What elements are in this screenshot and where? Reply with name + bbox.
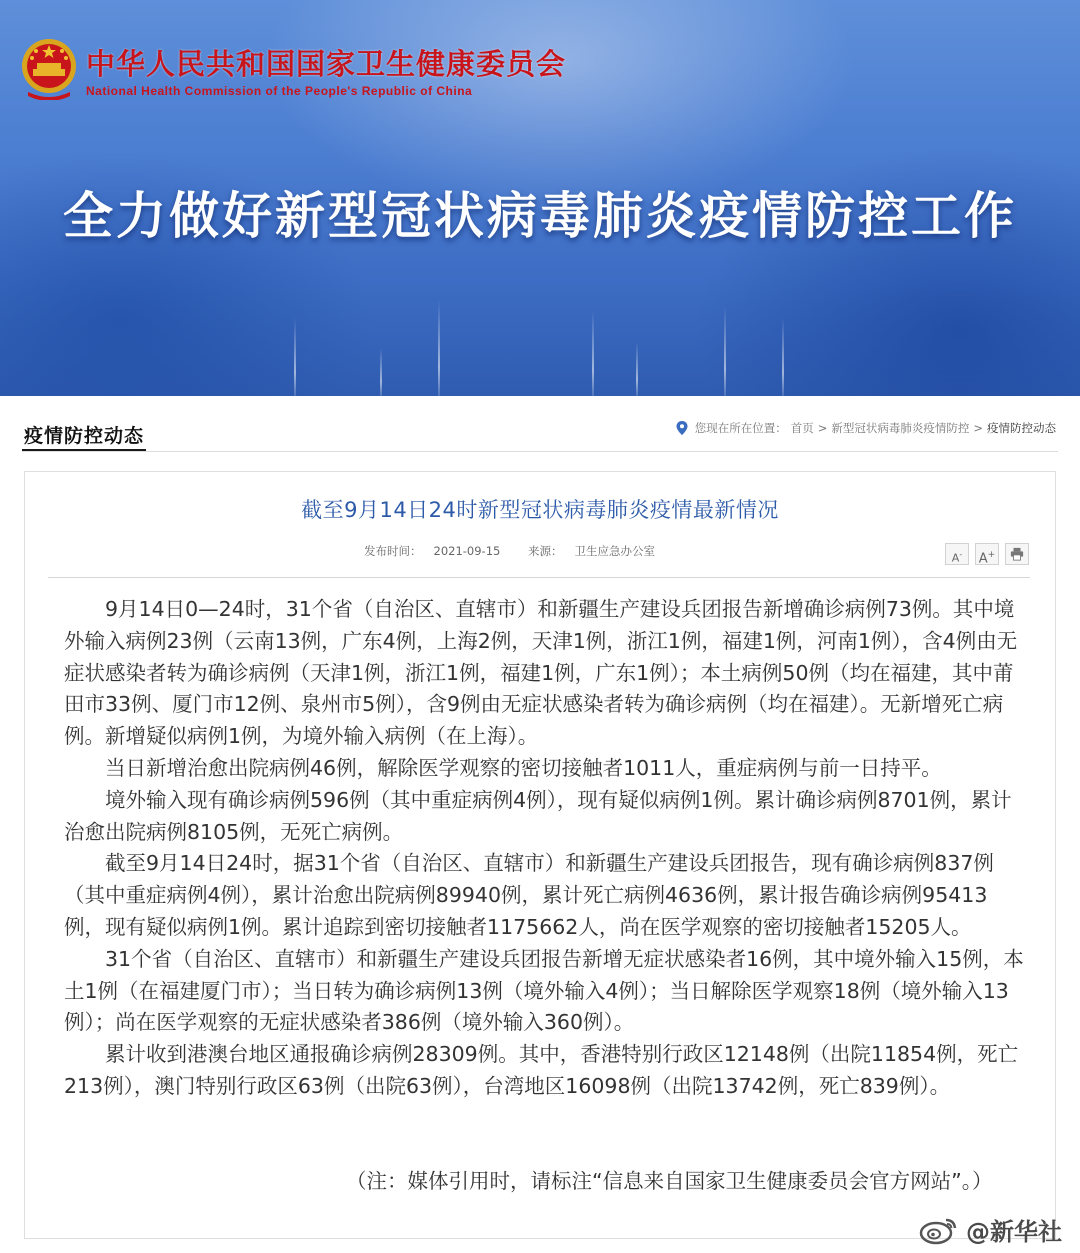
meta-divider xyxy=(48,577,1030,578)
section-divider xyxy=(22,451,1058,452)
article-title: 截至9月14日24时新型冠状病毒肺炎疫情最新情况 xyxy=(301,498,779,522)
source-value: 卫生应急办公室 xyxy=(574,544,655,558)
weibo-icon xyxy=(918,1214,960,1246)
breadcrumb-epidemic-control[interactable]: 新型冠状病毒肺炎疫情防控 xyxy=(831,421,970,435)
font-larger-button[interactable]: A+ xyxy=(975,543,999,565)
org-name-en: National Health Commission of the People's Republic of China xyxy=(86,84,473,98)
breadcrumb-separator: > xyxy=(817,421,828,435)
breadcrumb-home[interactable]: 首页 xyxy=(790,421,814,435)
watermark-text: @新华社 xyxy=(966,1218,1062,1246)
citation-note: （注：媒体引用时，请标注“信息来自国家卫生健康委员会官方网站”。） xyxy=(346,1169,993,1193)
breadcrumb-separator: > xyxy=(973,421,983,435)
publish-date: 2021-09-15 xyxy=(433,544,501,558)
publish-time xyxy=(364,544,512,558)
header-banner xyxy=(0,0,1080,396)
article-paragraph: 截至9月14日24时，据31个省（自治区、直辖市）和新疆生产建设兵团报告，现有确诊病例837例（其中重症病例4例），累计治愈出院病例89940例，累计死亡病例4636例，累计报告确诊病例95413例，现有疑似病例1例。累计追踪到密切接触者1175662人，尚在医学观察的密切接触者15205人。 xyxy=(64,851,994,939)
article-tools xyxy=(945,543,1029,565)
article-meta xyxy=(364,543,679,559)
breadcrumb-location-label: 您现在所在位置： xyxy=(694,421,787,435)
national-emblem-icon xyxy=(20,36,78,100)
font-smaller-button[interactable]: A- xyxy=(945,543,969,565)
section-title[interactable]: 疫情防控动态 xyxy=(24,425,145,447)
article-body xyxy=(64,594,1024,1103)
breadcrumb-current[interactable]: 疫情防控动态 xyxy=(987,421,1056,435)
breadcrumb xyxy=(676,420,1056,436)
source-label: 来源： xyxy=(528,544,563,558)
watermark xyxy=(918,1212,1062,1247)
print-button[interactable] xyxy=(1005,543,1029,565)
article-paragraph: 境外输入现有确诊病例596例（其中重症病例4例），现有疑似病例1例。累计确诊病例8701例，累计治愈出院病例8105例，无死亡病例。 xyxy=(64,787,1012,844)
article-paragraph: 累计收到港澳台地区通报确诊病例28309例。其中，香港特别行政区12148例（出院11854例，死亡213例），澳门特别行政区63例（出院63例），台湾地区16098例（出院13742例，死亡839例）。 xyxy=(64,1042,1019,1098)
article-paragraph: 9月14日0—24时，31个省（自治区、直辖市）和新疆生产建设兵团报告新增确诊病例73例。其中境外输入病例23例（云南13例，广东4例，上海2例，天津1例，浙江1例，福建1例，河南1例），含4例由无症状感染者转为确诊病例（天津1例，浙江1例，福建1例，广东1例）；本土病例50例（均在福建，其中莆田市33例、厦门市12例、泉州市5例），含9例由无症状感染者转为确诊病例（均在福建）。无新增死亡病例。新增疑似病例1例，为境外输入病例（在上海）。 xyxy=(64,597,1018,749)
article-paragraph: 31个省（自治区、直辖市）和新疆生产建设兵团报告新增无症状感染者16例，其中境外输入15例，本土1例（在福建厦门市）；当日转为确诊病例13例（境外输入4例）；当日解除医学观察18例（境外输入13例）；尚在医学观察的无症状感染者386例（境外输入360例）。 xyxy=(64,946,1024,1035)
location-pin-icon xyxy=(676,421,688,435)
org-name-cn: 中华人民共和国国家卫生健康委员会 xyxy=(86,47,567,81)
article-source xyxy=(528,544,667,558)
article-paragraph: 当日新增治愈出院病例46例，解除医学观察的密切接触者1011人，重症病例与前一日持平。 xyxy=(105,755,942,780)
publish-label: 发布时间： xyxy=(364,544,422,558)
printer-icon xyxy=(1010,547,1024,561)
banner-slogan: 全力做好新型冠状病毒肺炎疫情防控工作 xyxy=(63,187,1017,245)
